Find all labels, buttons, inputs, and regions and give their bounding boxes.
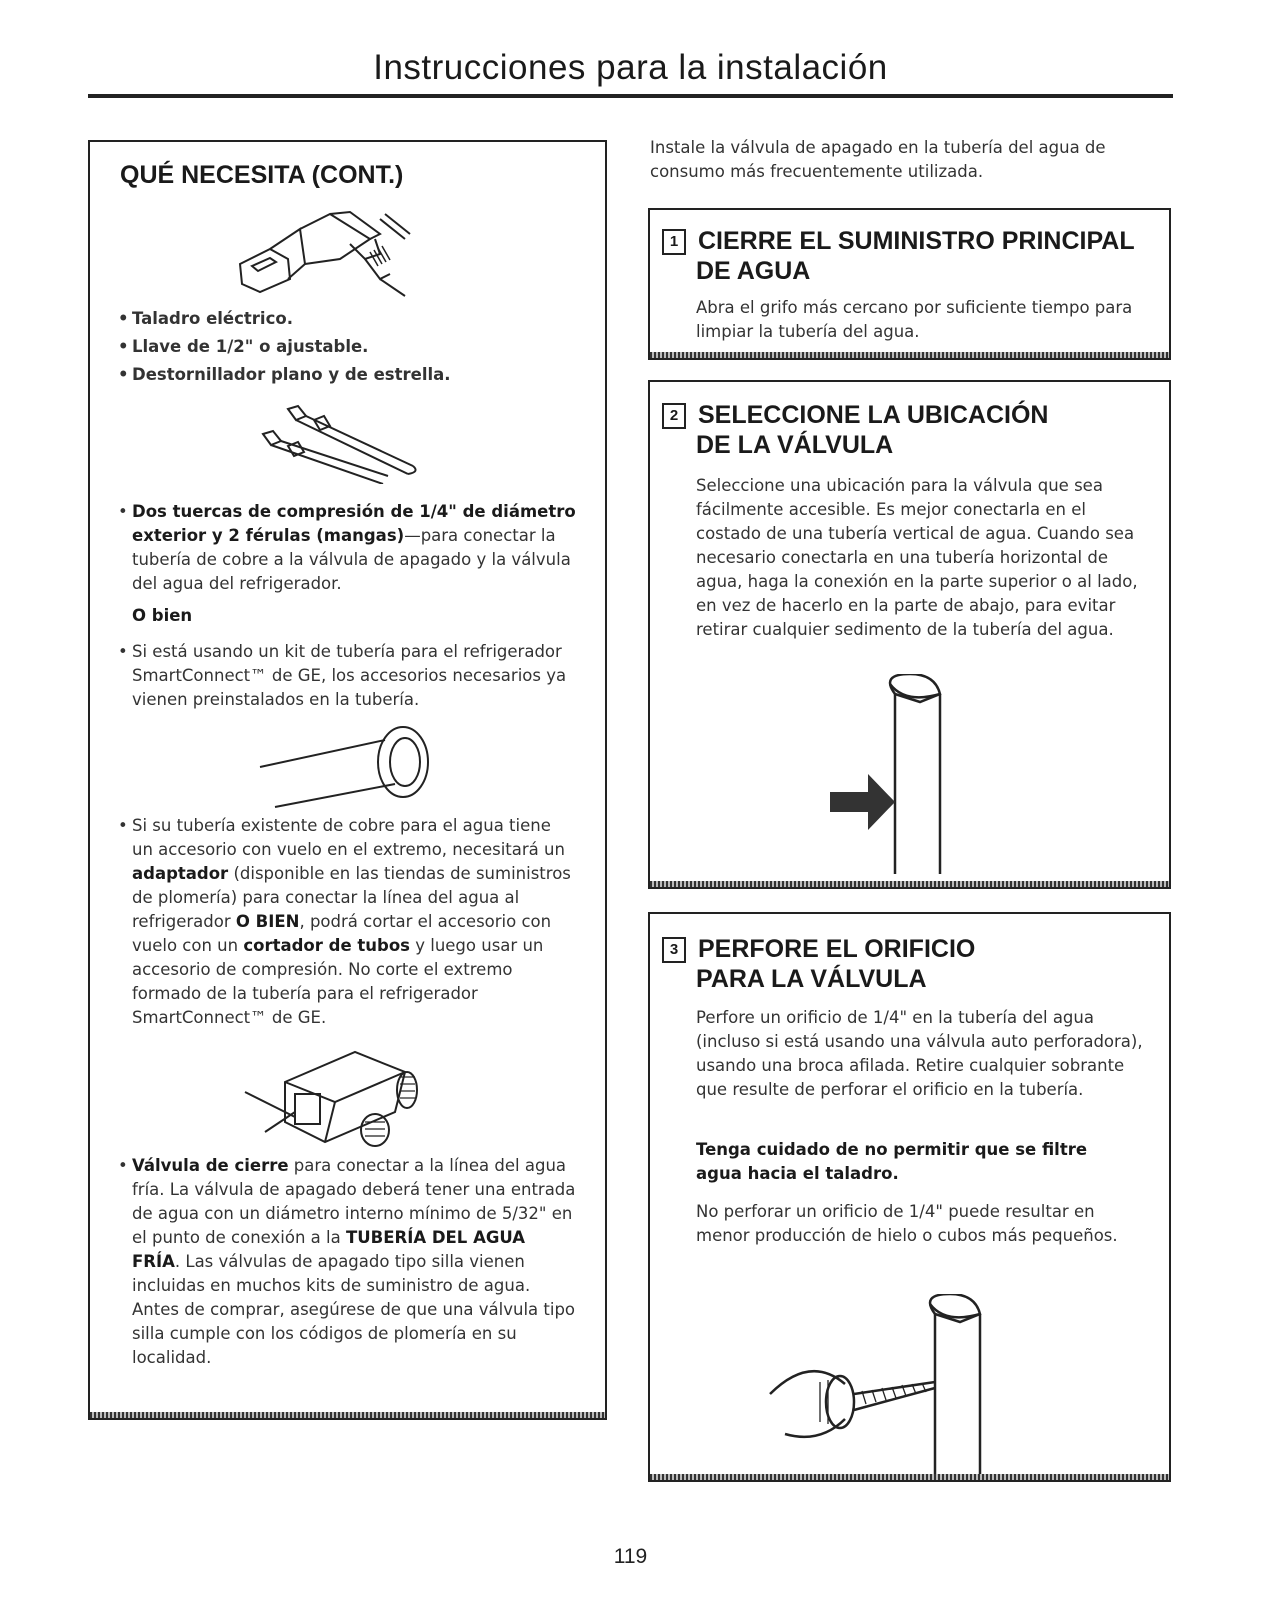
step-1-text: Abra el grifo más cercano por suficiente tiempo para limpiar la tubería del agua. bbox=[696, 298, 1133, 341]
drill-illustration bbox=[230, 204, 420, 309]
step-3-heading-line-2: PARA LA VÁLVULA bbox=[696, 965, 927, 993]
step-2-panel bbox=[648, 380, 1171, 889]
step-1-panel bbox=[648, 208, 1171, 360]
step-2-text: Seleccione una ubicación para la válvula que sea fácilmente accesible. Es mejor conectarla en el costado de una tubería vertical de agua. Cuando sea necesario conectarla en una tubería horizontal de agua, haga la conexión en la parte superior o al lado, en vez de hacerlo en la parte de abajo, para evitar retirar cualquier sedimento de la tubería del agua. bbox=[696, 476, 1138, 639]
tool-item: • Llave de 1/2" o ajustable. bbox=[116, 335, 586, 359]
step-number: 2 bbox=[662, 403, 686, 429]
tool-item: • Destornillador plano y de estrella. bbox=[116, 363, 586, 387]
tools-list bbox=[116, 307, 586, 387]
step-2-heading: 2 SELECCIONE LA UBICACIÓN bbox=[662, 400, 1152, 430]
step-1-heading-line-2: DE AGUA bbox=[696, 257, 811, 285]
title-rule bbox=[88, 94, 1173, 98]
pipe-location-illustration bbox=[810, 674, 960, 874]
compression-nuts-item: • Dos tuercas de compresión de 1/4" de diámetro exterior y 2 férulas (mangas)—para conectar la tubería de cobre a la válvula de apagado y la válvula del agua del refrigerador. bbox=[116, 500, 586, 596]
step-number: 3 bbox=[662, 937, 686, 963]
step-3-text: Perfore un orificio de 1/4" en la tubería del agua (incluso si está usando una válvula auto perforadora), usando una broca afilada. Retire cualquier sobrante que resulte de perforar el orificio en la tubería. bbox=[696, 1008, 1143, 1099]
step-3-heading: 3 PERFORE EL ORIFICIO bbox=[662, 934, 1152, 964]
smartconnect-kit-item: • Si está usando un kit de tubería para el refrigerador SmartConnect™ de GE, los accesorios necesarios ya vienen preinstalados en la tubería. bbox=[116, 640, 576, 712]
or-label: O bien bbox=[132, 606, 193, 625]
page-title: Instrucciones para la instalación bbox=[373, 48, 888, 87]
step-1-heading: 1 CIERRE EL SUMINISTRO PRINCIPAL bbox=[662, 226, 1152, 256]
step-number: 1 bbox=[662, 229, 686, 255]
step-2-heading-line-2: DE LA VÁLVULA bbox=[696, 431, 894, 459]
what-you-need-panel bbox=[88, 140, 607, 1420]
shutoff-valve-item: • Válvula de cierre para conectar a la línea del agua fría. La válvula de apagado deberá tener una entrada de agua con un diámetro interno mínimo de 5/32" en el punto de conexión a la TUBERÍA DEL AGUA FRÍA. Las válvulas de apagado tipo silla vienen incluidas en muchos kits de suministro de agua. Antes de comprar, asegúrese de que una válvula tipo silla cumple con los códigos de plomería en su localidad. bbox=[116, 1154, 576, 1370]
step-3-warning: Tenga cuidado de no permitir que se filtre agua hacia el taladro. bbox=[696, 1140, 1088, 1183]
tubing-illustration bbox=[255, 722, 435, 812]
right-intro: Instale la válvula de apagado en la tubería del agua de consumo más frecuentemente utilizada. bbox=[650, 138, 1106, 181]
tool-item: • Taladro eléctrico. bbox=[116, 307, 586, 331]
drill-pipe-illustration bbox=[750, 1294, 1010, 1474]
shutoff-valve-illustration bbox=[235, 1042, 425, 1152]
step-3-note: No perforar un orificio de 1/4" puede resultar en menor producción de hielo o cubos más pequeños. bbox=[696, 1202, 1118, 1245]
page-number: 119 bbox=[613, 1545, 648, 1568]
section-heading: QUÉ NECESITA (CONT.) bbox=[120, 161, 404, 189]
flare-fitting-item: • Si su tubería existente de cobre para el agua tiene un accesorio con vuelo en el extremo, necesitará un adaptador (disponible en las tiendas de suministros de plomería) para conectar la línea del agua al refrigerador O BIEN, podrá cortar el accesorio con vuelo con un cortador de tubos y luego usar un accesorio de compresión. No corte el extremo formado de la tubería para el refrigerador SmartConnect™ de GE. bbox=[116, 814, 576, 1030]
compression-nuts-illustration bbox=[248, 404, 428, 484]
step-3-panel bbox=[648, 912, 1171, 1482]
